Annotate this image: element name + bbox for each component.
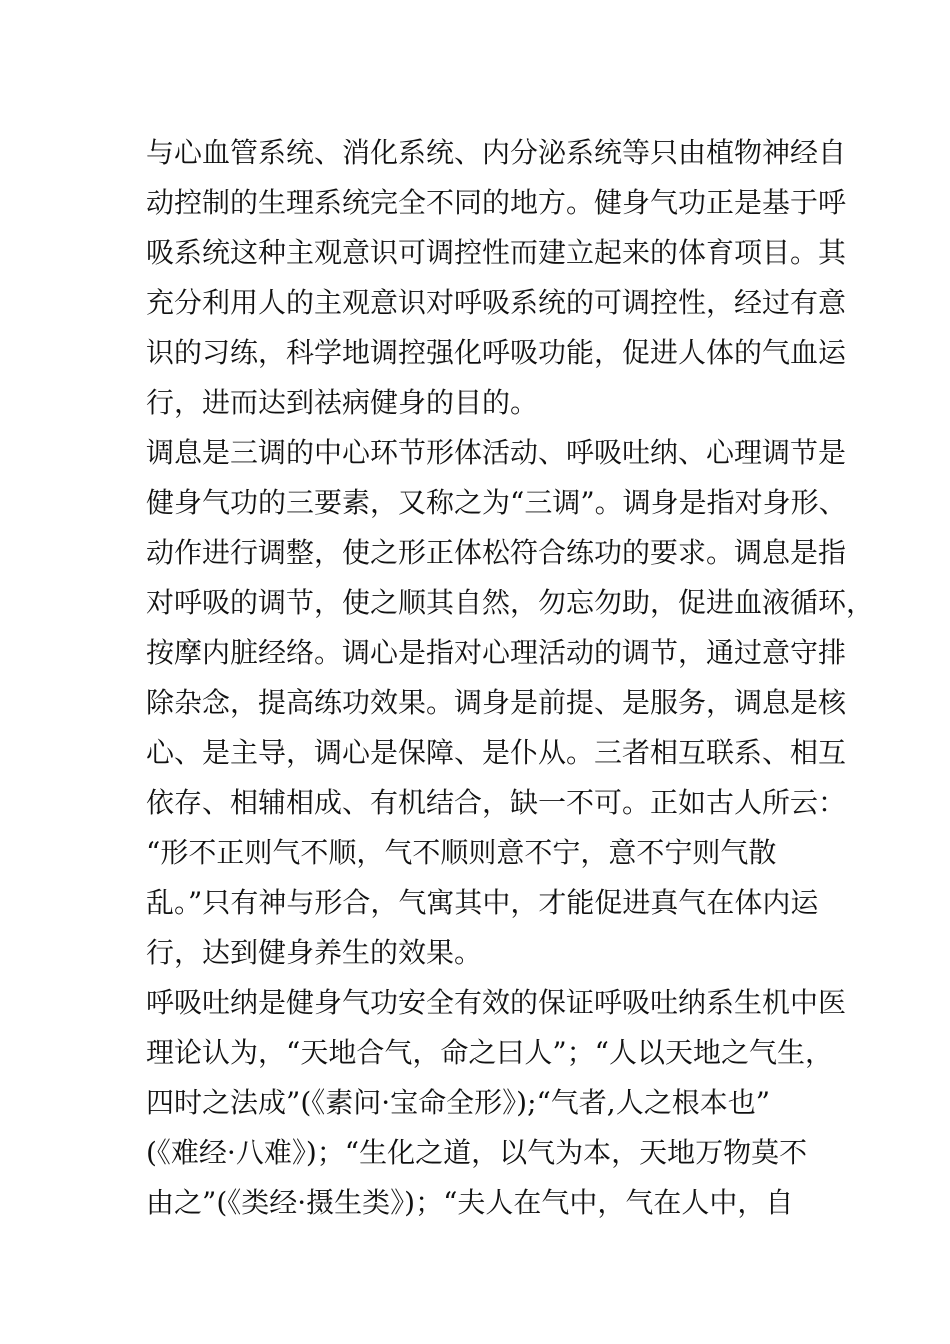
body-text [146, 128, 875, 1228]
text-line: (《难经·八难》)；“生化之道，以气为本，天地万物莫不 [146, 1136, 808, 1169]
text-line: 依存、相辅相成、有机结合，缺一不可。正如古人所云： [146, 786, 847, 819]
text-line: 动作进行调整，使之形正体松符合练功的要求。调息是指 [146, 536, 847, 569]
text-line: 健身气功的三要素，又称之为“三调”。调身是指对身形、 [146, 486, 847, 519]
text-line: 四时之法成”(《素问·宝命全形》);“气者,人之根本也” [146, 1086, 771, 1119]
text-line: 动控制的生理系统完全不同的地方。健身气功正是基于呼 [146, 186, 847, 219]
text-line: 对呼吸的调节，使之顺其自然，勿忘勿助，促进血液循环， [146, 586, 875, 619]
text-line: 行，进而达到祛病健身的目的。 [146, 386, 539, 419]
text-line: 充分利用人的主观意识对呼吸系统的可调控性，经过有意 [146, 286, 847, 319]
text-line: 吸系统这种主观意识可调控性而建立起来的体育项目。其 [146, 236, 847, 269]
text-line: 调息是三调的中心环节形体活动、呼吸吐纳、心理调节是 [146, 436, 847, 469]
text-line: “形不正则气不顺，气不顺则意不宁，意不宁则气散 [146, 836, 777, 869]
text-line: 乱。”只有神与形合，气寓其中，才能促进真气在体内运 [146, 886, 819, 919]
text-line: 理论认为，“天地合气，命之曰人”；“人以天地之气生， [146, 1036, 833, 1069]
text-line: 按摩内脏经络。调心是指对心理活动的调节，通过意守排 [146, 636, 847, 669]
text-line: 行，达到健身养生的效果。 [146, 936, 483, 969]
text-line: 由之”(《类经·摄生类》)；“夫人在气中，气在人中，自 [146, 1186, 794, 1219]
text-line: 心、是主导，调心是保障、是仆从。三者相互联系、相互 [146, 736, 847, 769]
text-line: 除杂念，提高练功效果。调身是前提、是服务，调息是核 [146, 686, 847, 719]
text-line: 识的习练，科学地调控强化呼吸功能，促进人体的气血运 [146, 336, 847, 369]
text-line: 呼吸吐纳是健身气功安全有效的保证呼吸吐纳系生机中医 [146, 986, 847, 1019]
text-line: 与心血管系统、消化系统、内分泌系统等只由植物神经自 [146, 136, 847, 169]
